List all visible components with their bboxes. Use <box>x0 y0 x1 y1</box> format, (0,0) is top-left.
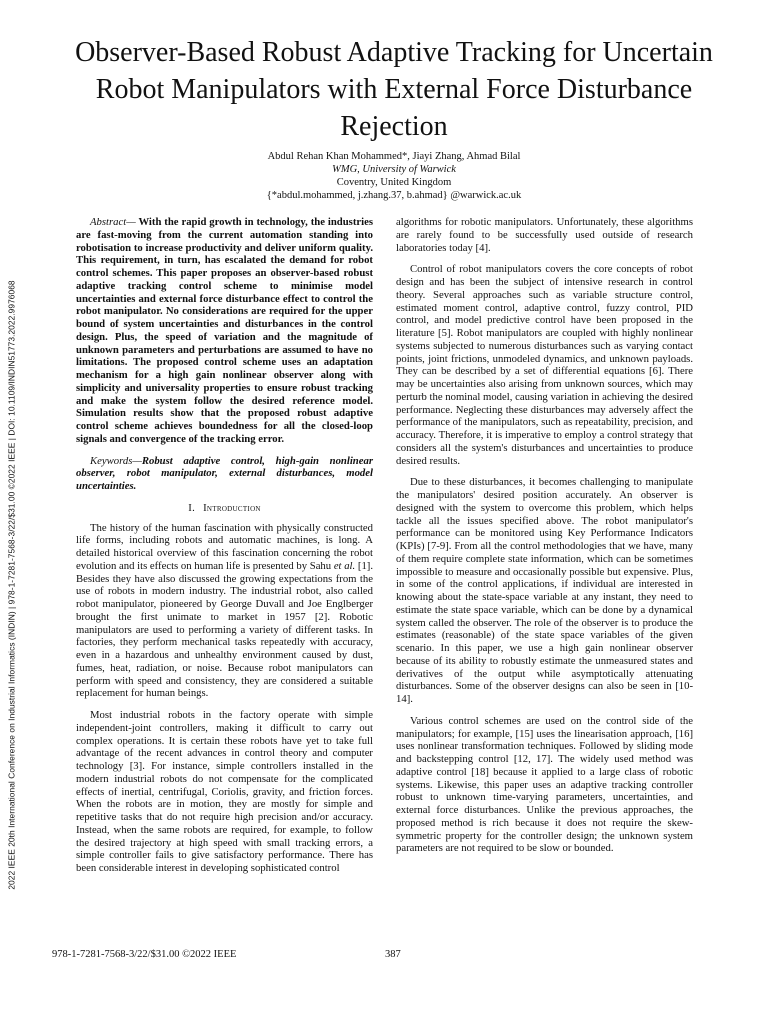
intro-paragraph-2: Most industrial robots in the factory operate with simple independent-joint controllers, making it difficult to carry out complex operations. It is certain these robots have yet to take full advantage of the recent advances in control theory and computer technology [3]. For instance, simple controllers installed in the modern industrial robots do not compensate for the complicated effects of inertial, centrifugal, Coriolis, gravity, and friction forces. When the robots are in motion, they are mostly for simple and repetitive tasks that do not require high precision and/or accuracy. Instead, when the same robots are required, for example, to follow the desired trajectory at high speed with small tracking errors, a simple controller fails to give satisfactory performance. There has been considerable interest in developing sophisticated control <box>76 709 373 874</box>
section-number: I. <box>188 501 196 514</box>
abstract-paragraph <box>76 216 373 446</box>
right-column <box>396 216 693 864</box>
keywords-text: Robust adaptive control, high-gain nonlinear observer, robot manipulator, external disturbances, model uncertainties. <box>76 454 373 492</box>
author-location: Coventry, United Kingdom <box>336 177 452 188</box>
footer-isbn: 978-1-7281-7568-3/22/$31.00 ©2022 IEEE <box>52 949 237 960</box>
right-paragraph-1: Control of robot manipulators covers the core concepts of robot design and has been the subject of intensive research in control theory. Several approaches such as variable structure control, estimated moment control, adaptive control, fuzzy control, PID control, and model predictive control have been proposed in the literature [5]. Robot manipulators are coupled with highly nonlinear systems subjected to numerous disturbances such as varying contact points, joint frictions, unmodeled dynamics, and unknown payloads. They can be described by a set of differential equations [6]. There may be uncertainties also arising from unknown sources, which may perturb the nominal model, causing variation in achieving the desired performance. Neglecting these disturbances may adversely affect the performance of the manipulators, such as repeatability, precision, and accuracy. Therefore, it is imperative to employ a control strategy that considers all the system's disturbances and uncertainties to produce desired results. <box>396 263 693 467</box>
author-affiliation: WMG, University of Warwick <box>332 164 456 175</box>
page-number: 387 <box>385 949 401 960</box>
section-heading-introduction <box>76 502 373 515</box>
intro-p1-part-a: The history of the human fascination with physically constructed life forms, including robots and automatic machines, is long. A detailed historical overview of this fascination concerning the robot evolution and its effects on human life is presented by Sahu <box>76 521 373 572</box>
right-paragraph-2: Due to these disturbances, it becomes challenging to manipulate the manipulators' desired position accurately. An observer is designed with the system to overcome this problem, which helps tackle all the issues specified above. The robot manipulator's performance can be monitored using Key Performance Indicators (KPIs) [7-9]. From all the control methodologies that we have, many of them require complete state information, which can be sometimes impossible to measure and occasionally possible but expensive. Plus, in some of the control applications, if individual are interested in knowing about the state-space variable at any instant, they need to estimate the state space variable, which can be done by a dynamical system called the observer. The role of the observer is to produce the estimates (reasonable) of the state space variables of the given scenario. In this paper, we use a high gain nonlinear observer because of its ability to robustly estimate the unmeasured states and derivatives of the output while asymptotically attenuating disturbances. Some of the observer designs can also be seen in [10-14]. <box>396 476 693 705</box>
keywords-paragraph <box>76 455 373 493</box>
abstract-text: With the rapid growth in technology, the industries are fast-moving from the current automation standing into robotisation to increase productivity and deliver uniform quality. This requirement, in turn, has escalated the demand for robot control schemes. This paper proposes an observer-based robust adaptive tracking control scheme to minimise model uncertainties and external force disturbance effect to control the robot manipulator. No considerations are required for the upper bound of system uncertainties and disturbances in the control design. Plus, the speed of variation and the magnitude of unknown parameters and perturbations are assumed to have no limitations. The proposed control scheme uses an adaptation mechanism for a high gain nonlinear observer along with simplicity and universality properties to ensure robust tracking and make the system follow the desired reference model. Simulation results show that the proposed robust adaptive control scheme achieves boundedness for all the closed-loop signals and convergence of the tracking error. <box>76 216 373 445</box>
intro-paragraph-1 <box>76 522 373 701</box>
right-paragraph-continuation: algorithms for robotic manipulators. Unfortunately, these algorithms are rarely found to be successfully used outside of research laboratories today [4]. <box>396 216 693 254</box>
intro-p1-etal: et al. <box>333 559 356 572</box>
left-column <box>76 216 373 884</box>
author-emails: {*abdul.mohammed, j.zhang.37, b.ahmad} @warwick.ac.uk <box>266 190 522 201</box>
section-title: Introduction <box>203 501 261 514</box>
side-margin-text: 2022 IEEE 20th International Conference on Industrial Informatics (INDIN) | 978-1-7281-7568-3/22/$31.00 ©2022 IEEE | DOI: 10.1109/INDIN51773.2022.9976068 <box>7 280 18 890</box>
paper-title: Observer-Based Robust Adaptive Tracking for Uncertain Robot Manipulators with External Force Disturbance Rejection <box>75 37 713 142</box>
abstract-lead: Abstract— <box>90 216 136 228</box>
intro-p1-part-b: [1]. Besides they have also discussed the growing expectations from the use of robots in modern industry. The industrial robot, also called robot manipulator, pioneered by George Duvall and Joe Englberger brought the first unimate to market in 1957 [2]. Robotic manipulators are used to performing a variety of different tasks. In factories, they perform mechanical tasks repeatedly with accuracy, even in a hazardous and unhealthy environment caused by dust, fumes, heat, radiation, or noise. Because robot manipulators can perform with speed and consistency, they are considered a suitable replacement for human beings. <box>76 559 374 700</box>
author-block <box>60 150 728 202</box>
author-names: Abdul Rehan Khan Mohammed*, Jiayi Zhang, Ahmad Bilal <box>267 151 521 162</box>
side-margin-citation <box>4 185 20 985</box>
keywords-lead: Keywords— <box>90 454 142 467</box>
right-paragraph-3: Various control schemes are used on the control side of the manipulators; for example, [15] uses the linearisation approach, [16] uses nonlinear transformation techniques. Followed by sliding mode and backstepping control [12, 17]. The widely used method was adaptive control [18] because it applied to a large class of robotic systems. Likewise, this paper uses an adaptive tracking controller robust to unknown time-varying parameters, uncertainties, and external force disturbances. Unlike the previous approaches, the proposed method is rich because it does not require the skew-symmetric property for the controller design; the unknown system parameters are not required to be slow or bounded. <box>396 714 693 855</box>
